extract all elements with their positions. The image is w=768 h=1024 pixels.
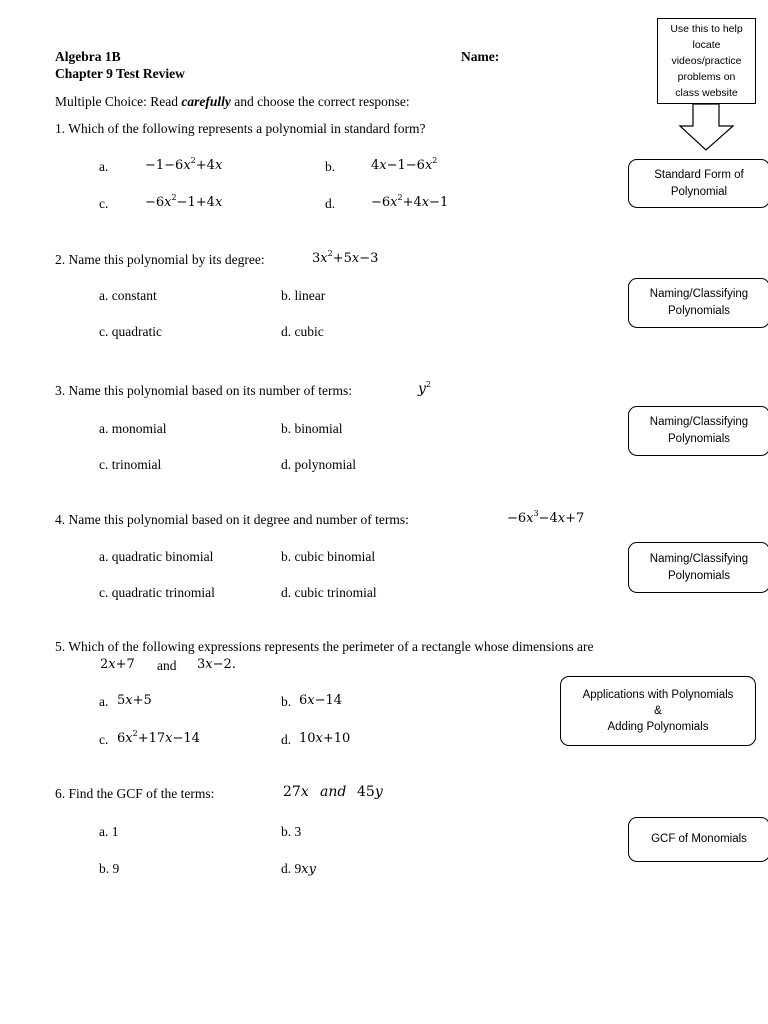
q5-dimension-1: 2x+7: [100, 657, 135, 672]
question-6: 6. Find the GCF of the terms:: [55, 786, 215, 801]
q5-option-b-expression: 6x−14: [299, 693, 343, 708]
q2-option-a: a. constant: [99, 288, 157, 303]
help-line-2: locate: [692, 39, 721, 51]
instructions-lead: Multiple Choice: Read: [55, 94, 182, 109]
q2-expression: $3x^2+5x-3$: [312, 249, 379, 266]
q5-and: and: [157, 658, 177, 673]
q2-option-d: d. cubic: [281, 324, 324, 339]
question-3: 3. Name this polynomial based on its number of terms:: [55, 383, 352, 398]
q1-option-d-expression: $-6x^2+4x-1$: [371, 193, 449, 210]
question-1: 1. Which of the following represents a polynomial in standard form?: [55, 121, 426, 136]
q6-option-a: a. 1: [99, 824, 119, 839]
name-label: Name:: [461, 49, 500, 64]
side-link-line-2: Polynomials: [668, 305, 730, 317]
q6-term-1: 27x: [283, 784, 309, 800]
q1-option-c-letter: c.: [99, 196, 109, 211]
q6-option-b: b. 3: [281, 824, 302, 839]
q4-option-c: c. quadratic trinomial: [99, 585, 215, 600]
q6-option-c: b. 9: [99, 861, 120, 876]
q4-option-a: a. quadratic binomial: [99, 549, 214, 564]
q6-and: and: [320, 784, 347, 800]
side-link-line-2: Polynomial: [670, 185, 728, 198]
side-link-line-1: GCF of Monomials: [651, 833, 747, 845]
q5-option-c-expression: $6x^2+17x-14$: [117, 729, 200, 746]
q5-option-d-expression: 10x+10: [299, 731, 351, 746]
side-link-line-1: Standard Form of: [654, 168, 744, 181]
q1-option-c-expression: $-6x^2-1+4x$: [145, 193, 223, 210]
help-line-3: videos/practice: [671, 55, 742, 67]
side-link-naming-classifying[interactable]: [628, 542, 768, 593]
help-line-4: problems on: [677, 71, 736, 83]
side-link-line-2: Polynomials: [668, 569, 730, 582]
course-title: Algebra 1B: [55, 49, 121, 64]
q3-expression: $y^2$: [418, 380, 432, 397]
instructions: [55, 94, 410, 110]
q5-option-b-letter: b.: [281, 694, 292, 709]
help-line-5: class website: [675, 87, 738, 99]
q2-option-b: b. linear: [281, 288, 326, 303]
q3-option-b: b. binomial: [281, 421, 343, 436]
q2-option-c: c. quadratic: [99, 324, 162, 339]
side-link-applications-adding[interactable]: [560, 676, 756, 746]
side-link-standard-form[interactable]: [628, 159, 768, 208]
q5-dimension-2: 3x−2.: [197, 657, 236, 672]
question-2: 2. Name this polynomial by its degree:: [55, 252, 265, 267]
q5-option-d-letter: d.: [281, 732, 292, 747]
q3-option-c: c. trinomial: [99, 457, 162, 472]
q6-term-2: 45y: [357, 784, 383, 800]
side-link-naming-classifying[interactable]: [628, 278, 768, 328]
page-title: Chapter 9 Test Review: [55, 66, 185, 81]
q1-option-b-expression: $4x-1-6x^2$: [371, 156, 438, 173]
side-link-line-2: Polynomials: [668, 433, 730, 445]
q1-option-d-letter: d.: [325, 196, 336, 211]
side-link-naming-classifying[interactable]: [628, 406, 768, 456]
q3-option-d: d. polynomial: [281, 457, 356, 472]
instructions-tail: and choose the correct response:: [230, 94, 410, 109]
instructions-emphasis: carefully: [181, 94, 231, 109]
side-link-line-1: Naming/Classifying: [649, 416, 749, 428]
q4-option-d: d. cubic trinomial: [281, 585, 377, 600]
question-5: 5. Which of the following expressions represents the perimeter of a rectangle whose dimensions are: [55, 639, 594, 654]
q5-option-c-letter: c.: [99, 732, 109, 747]
side-link-line-3: Adding Polynomials: [607, 721, 709, 733]
side-link-line-2: &: [654, 705, 662, 717]
down-arrow-icon: [678, 104, 736, 152]
q1-option-a-expression: $-1-6x^2+4x$: [145, 156, 223, 173]
side-link-gcf-monomials[interactable]: [628, 817, 768, 862]
q4-expression: $-6x^3-4x+7$: [507, 509, 585, 526]
q3-option-a: a. monomial: [99, 421, 167, 436]
q4-option-b: b. cubic binomial: [281, 549, 376, 564]
q1-option-a-letter: a.: [99, 159, 109, 174]
q5-option-a-expression: 5x+5: [117, 693, 152, 708]
q1-option-b-letter: b.: [325, 159, 336, 174]
side-link-line-1: Naming/Classifying: [649, 552, 749, 565]
q6-option-d-label: d. 9: [281, 861, 302, 876]
q5-option-a-letter: a.: [99, 694, 109, 709]
q6-option-d: d. 9xy: [281, 861, 316, 877]
help-box: [657, 18, 756, 104]
side-link-line-1: Applications with Polynomials: [582, 689, 734, 701]
help-line-1: Use this to help: [670, 23, 743, 35]
question-4: 4. Name this polynomial based on it degree and number of terms:: [55, 512, 409, 527]
side-link-line-1: Naming/Classifying: [649, 288, 749, 300]
